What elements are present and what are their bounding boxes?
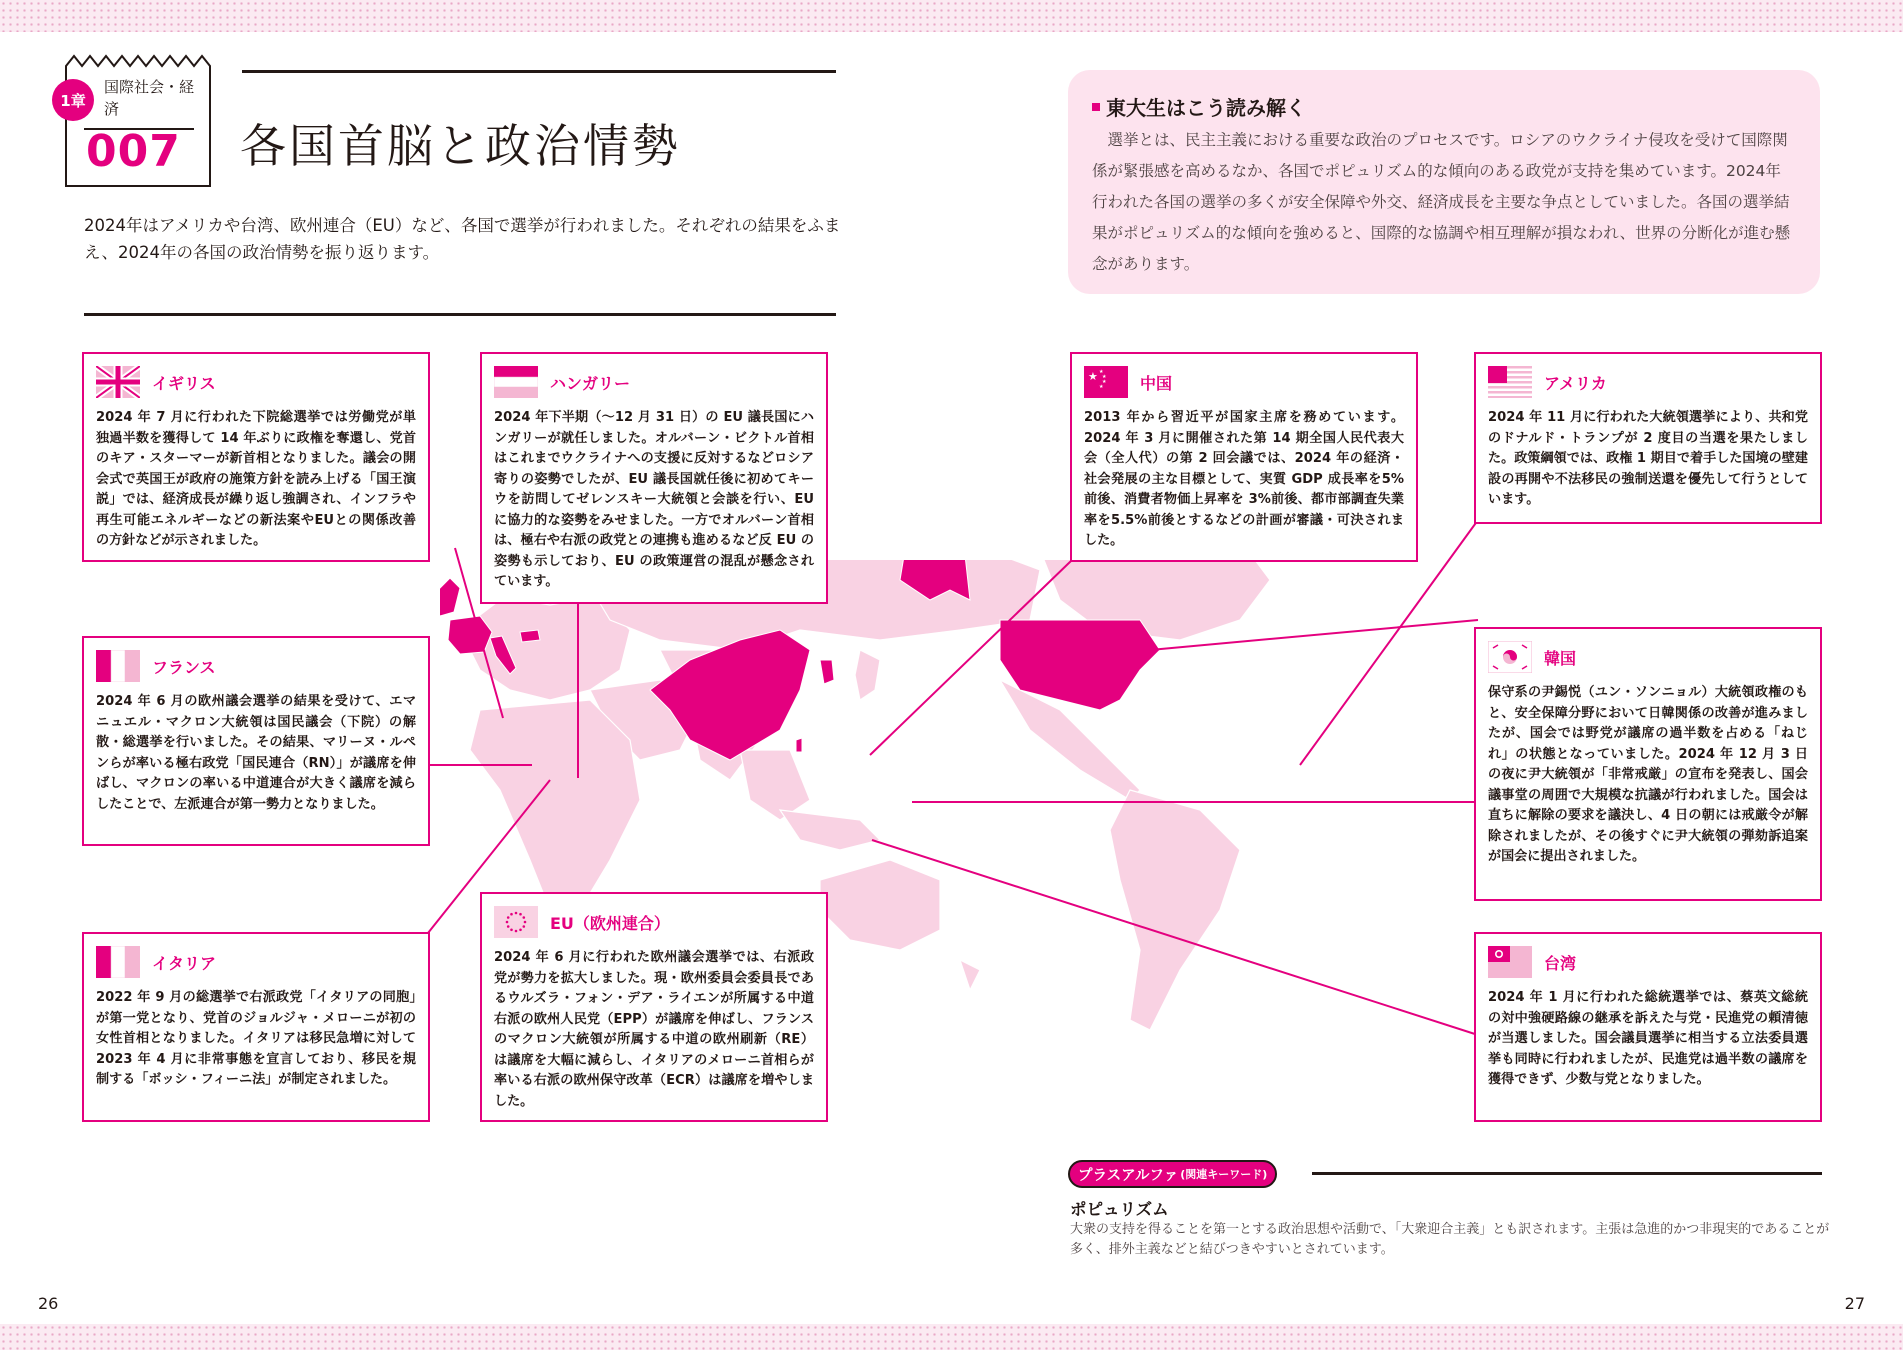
country-box-uk	[82, 352, 430, 562]
box-body: 保守系の尹錫悦（ユン・ソンニョル）大統領政権のもと、安全保障分野において日韓関係の改善が進みましたが、国会では野党が議席の過半数を占める「ねじれ」の状態となっていました。2024 年 12 月 3 日の夜に尹大統領が「非常戒厳」の宣布を発表し、国会議事堂の周囲で大規模な抗議が行われました。国会は直ちに解除の要求を議決し、4 日の朝には戒厳令が解除されましたが、その後すぐに尹大統領の弾劾訴追案が国会に提出されました。	[1488, 685, 1808, 864]
plus-rule	[1312, 1172, 1822, 1175]
box-header	[494, 364, 814, 400]
box-title: 韓国	[1544, 648, 1577, 668]
chapter-label: 1章	[52, 79, 94, 121]
box-title: 中国	[1140, 373, 1173, 393]
box-body: 2013 年から習近平が国家主席を務めています。2024 年 3 月に開催された第 14 期全国人民代表大会（全人代）の第 2 回会議では、2024 年の経済・社会発展の主な目標として、実質 GDP 成長率を5%前後、消費者物価上昇率を 3%前後、都市部調査失業率を5.5%前後とするなどの計画が審議・可決されました。	[1084, 410, 1404, 548]
uk-flag-icon	[96, 366, 140, 398]
svg-text:★: ★	[1088, 370, 1098, 383]
china-flag-icon	[1084, 366, 1128, 398]
box-body: 2024 年 1 月に行われた総統選挙では、蔡英文総統の対中強硬路線の継承を訴えた与党・民進党の頼清徳が当選しました。国会議員選挙に相当する立法委員選挙も同時に行われましたが、民進党は過半数の議席を獲得できず、少数与党となりました。	[1488, 990, 1808, 1087]
plus-alpha-badge	[1068, 1160, 1277, 1188]
box-title: アメリカ	[1544, 373, 1607, 393]
square-bullet-icon	[1092, 103, 1100, 111]
box-body: 2024 年 11 月に行われた大統領選挙により、共和党のドナルド・トランプが 2 度目の当選を果たしました。政策綱領では、政権 1 期目で着手した国境の壁建設の再開や不法移民の強制送還を優先して行うとしています。	[1488, 410, 1808, 507]
title-rule-top	[242, 70, 836, 73]
page-number-right: 27	[1844, 1294, 1865, 1313]
insight-body: 選挙とは、民主主義における重要な政治のプロセスです。ロシアのウクライナ侵攻を受けて国際関係が緊張感を高めるなか、各国でポピュリズム的な傾向のある政党が支持を集めています。2024年行われた各国の選挙の多くが安全保障や外交、経済成長を主要な争点としていました。各国の選挙結果がポピュリズム的な傾向を強めると、国際的な協調や相互理解が損なわれ、世界の分断化が進む懸念があります。	[1092, 131, 1791, 273]
lead-rule-bottom	[84, 313, 836, 316]
insight-heading	[1092, 92, 1792, 121]
box-body: 2024 年 6 月に行われた欧州議会選挙では、右派政党が勢力を拡大しました。現・欧州委員会委員長であるウルズラ・フォン・デア・ライエンが所属する中道右派の欧州人民党（EPP）が議席を伸ばし、フランスのマクロン大統領が所属する中道の欧州刷新（RE）は議席を大幅に減らし、イタリアのメローニ首相らが率いる右派の欧州保守改革（ECR）は議席を増やしました。	[494, 950, 814, 1109]
box-body: 2024 年 6 月の欧州議会選挙の結果を受けて、エマニュエル・マクロン大統領は国民議会（下院）の解散・総選挙を行いました。その結果、マリーヌ・ルペンらが率いる極右政党「国民連合（RN）」が議席を伸ばし、マクロンの率いる中道連合が大きく議席を減らしたことで、左派連合が第一勢力となりました。	[96, 694, 416, 812]
box-header	[1488, 639, 1808, 675]
bottom-dot-border	[0, 1324, 1903, 1350]
box-header	[494, 904, 814, 940]
eu-flag-icon	[494, 906, 538, 938]
svg-text:★: ★	[1099, 384, 1104, 390]
plus-alpha-sub: (関連キーワード)	[1180, 1168, 1268, 1181]
box-body: 2024 年下半期（～12 月 31 日）の EU 議長国にハンガリーが就任しました。オルバーン・ビクトル首相はこれまでウクライナへの支援に反対するなどロシア寄りの姿勢でしたが、EU 議長国就任後に初めてキーウを訪問してゼレンスキー大統領と会談を行い、EU に協力的な姿勢をみせました。一方でオルバーン首相は、極右や右派の政党との連携も進めるなど反 EU の姿勢も示しており、EU の政策運営の混乱が懸念されています。	[494, 410, 814, 589]
hungary-flag-icon	[494, 366, 538, 398]
keyword-body: 大衆の支持を得ることを第一とする政治思想や活動で、「大衆迎合主義」とも訳されます。主張は急進的かつ非現実的であることが多く、排外主義などと結びつきやすいとされています。	[1070, 1222, 1830, 1257]
box-header	[96, 944, 416, 980]
top-dot-border	[0, 0, 1903, 32]
box-header	[1488, 944, 1808, 980]
country-box-usa	[1474, 352, 1822, 524]
italy-flag-icon	[96, 946, 140, 978]
box-header	[96, 648, 416, 684]
box-header	[1488, 364, 1808, 400]
box-body: 2024 年 7 月に行われた下院総選挙では労働党が単独過半数を獲得して 14 年ぶりに政権を奪還し、党首のキア・スターマーが新首相となりました。議会の開会式で英国王が政府の施策方針を読み上げる「国王演説」では、経済成長が繰り返し強調され、インフラや再生可能エネルギーなどの新法案やEUとの関係改善の方針などが示されました。	[96, 410, 416, 548]
page-title: 各国首脳と政治情勢	[240, 119, 681, 173]
svg-text:★: ★	[1102, 379, 1107, 385]
country-box-eu	[480, 892, 828, 1122]
box-header	[96, 364, 416, 400]
usa-flag-icon	[1488, 366, 1532, 398]
svg-text:★: ★	[1102, 374, 1107, 380]
box-title: EU（欧州連合）	[550, 913, 670, 933]
box-body: 2022 年 9 月の総選挙で右派政党「イタリアの同胞」が第一党となり、党首のジョルジャ・メローニが初の女性首相となりました。イタリアは移民急増に対して 2023 年 4 月に非常事態を宣言しており、移民を規制する「ボッシ・フィーニ法」が制定されました。	[96, 990, 416, 1087]
insight-panel	[1068, 70, 1820, 294]
page-number-left: 26	[38, 1294, 59, 1313]
svg-text:★: ★	[1099, 369, 1104, 375]
box-title: 台湾	[1544, 953, 1577, 973]
country-box-italy	[82, 932, 430, 1122]
plus-alpha-label: プラスアルファ	[1078, 1167, 1179, 1184]
box-title: イギリス	[152, 373, 216, 393]
chapter-category: 国際社会・経済	[104, 78, 195, 118]
chapter-number: 007	[86, 126, 181, 177]
insight-title: 東大生はこう読み解く	[1106, 96, 1306, 120]
box-title: フランス	[152, 657, 216, 677]
box-title: イタリア	[152, 953, 217, 973]
lead-text: 2024年はアメリカや台湾、欧州連合（EU）など、各国で選挙が行われました。それぞれの結果をふまえ、2024年の各国の政治情勢を振り返ります。	[84, 216, 841, 262]
korea-flag-icon	[1488, 641, 1532, 673]
keyword-title: ポピュリズム	[1070, 1200, 1169, 1219]
country-box-taiwan	[1474, 932, 1822, 1122]
box-header	[1084, 364, 1404, 400]
france-flag-icon	[96, 650, 140, 682]
country-box-france	[82, 636, 430, 846]
country-box-china	[1070, 352, 1418, 562]
country-box-hungary	[480, 352, 828, 604]
country-box-korea	[1474, 627, 1822, 901]
taiwan-flag-icon	[1488, 946, 1532, 978]
box-title: ハンガリー	[550, 373, 631, 393]
